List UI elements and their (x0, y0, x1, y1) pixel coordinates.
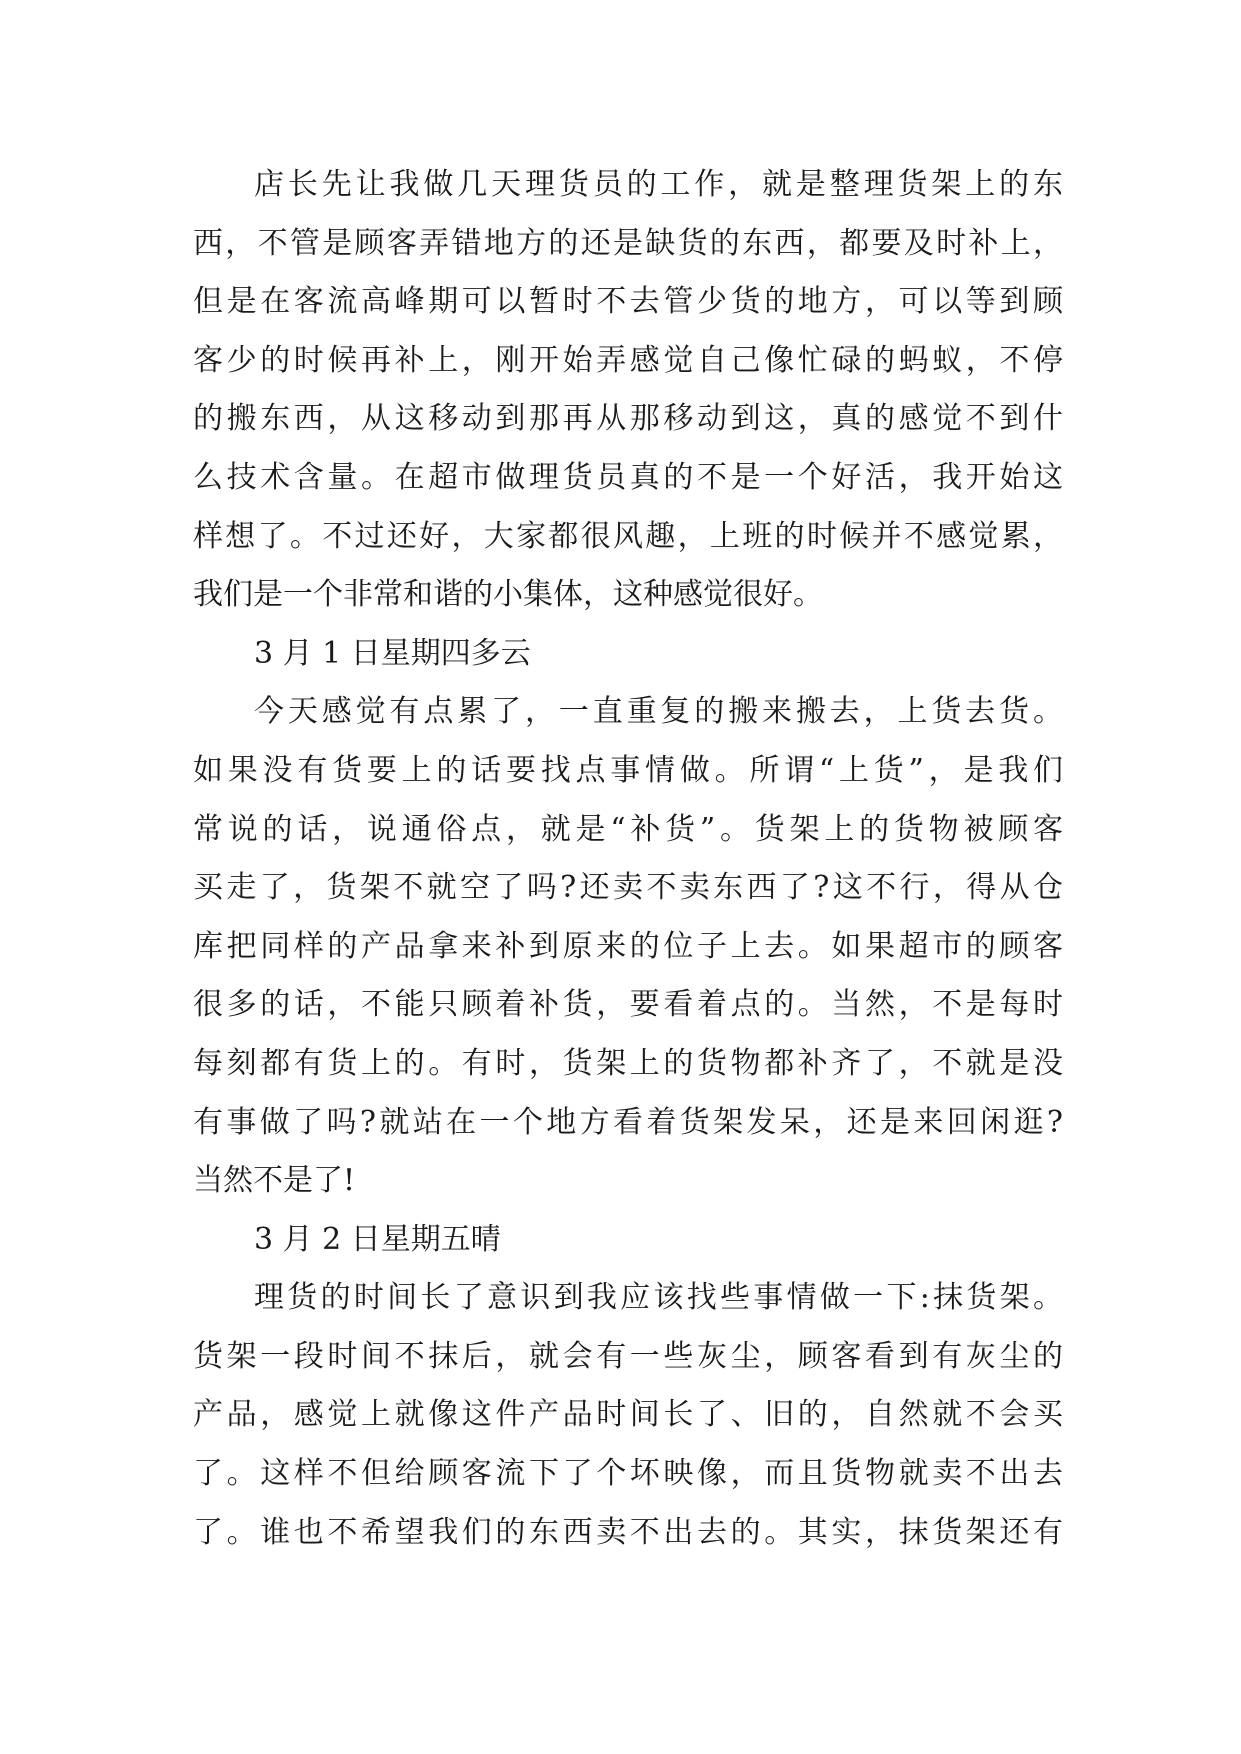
paragraph-line: 但是在客流高峰期可以暂时不去管少货的地方，可以等到顾 (193, 284, 1063, 320)
diary-date-heading: 3 月 2 日星期五晴 (254, 1221, 501, 1257)
diary-date-heading: 3 月 1 日星期四多云 (254, 635, 531, 671)
paragraph-line: 很多的话，不能只顾着补货，要看着点的。当然，不是每时 (193, 987, 1063, 1023)
paragraph-line: 货架一段时间不抹后，就会有一些灰尘，顾客看到有灰尘的 (193, 1338, 1063, 1374)
paragraph-line: 我们是一个非常和谐的小集体，这种感觉很好。 (193, 577, 823, 613)
paragraph-line: 客少的时候再补上，刚开始弄感觉自己像忙碌的蚂蚁，不停 (193, 342, 1063, 378)
document-body (193, 156, 1063, 1562)
paragraph-line: 常说的话，说通俗点，就是“补货”。货架上的货物被顾客 (193, 811, 1063, 847)
paragraph-line: 么技术含量。在超市做理货员真的不是一个好活，我开始这 (193, 459, 1063, 495)
paragraph-line: 每刻都有货上的。有时，货架上的货物都补齐了，不就是没 (193, 1045, 1063, 1081)
paragraph-line: 今天感觉有点累了，一直重复的搬来搬去，上货去货。 (254, 694, 1063, 730)
paragraph-line: 了。这样不但给顾客流下了个坏映像，而且货物就卖不出去 (193, 1456, 1063, 1492)
paragraph-line: 店长先让我做几天理货员的工作，就是整理货架上的东 (254, 167, 1063, 202)
paragraph-line: 库把同样的产品拿来补到原来的位子上去。如果超市的顾客 (193, 928, 1063, 964)
paragraph-line: 理货的时间长了意识到我应该找些事情做一下:抹货架。 (254, 1280, 1063, 1316)
paragraph-line: 有事做了吗?就站在一个地方看着货架发呆，还是来回闲逛? (193, 1104, 1063, 1140)
paragraph-line: 的搬东西，从这移动到那再从那移动到这，真的感觉不到什 (193, 401, 1063, 437)
paragraph-line: 样想了。不过还好，大家都很风趣，上班的时候并不感觉累， (193, 518, 1063, 554)
paragraph-line: 了。谁也不希望我们的东西卖不出去的。其实，抹货架还有 (193, 1514, 1063, 1550)
paragraph-line: 西，不管是顾客弄错地方的还是缺货的东西，都要及时补上， (193, 225, 1063, 261)
paragraph-line: 当然不是了! (193, 1163, 356, 1199)
paragraph-line: 买走了，货架不就空了吗?还卖不卖东西了?这不行，得从仓 (193, 870, 1063, 906)
paragraph-line: 如果没有货要上的话要找点事情做。所谓“上货”，是我们 (193, 752, 1063, 788)
paragraph-line: 产品，感觉上就像这件产品时间长了、旧的，自然就不会买 (193, 1397, 1063, 1433)
